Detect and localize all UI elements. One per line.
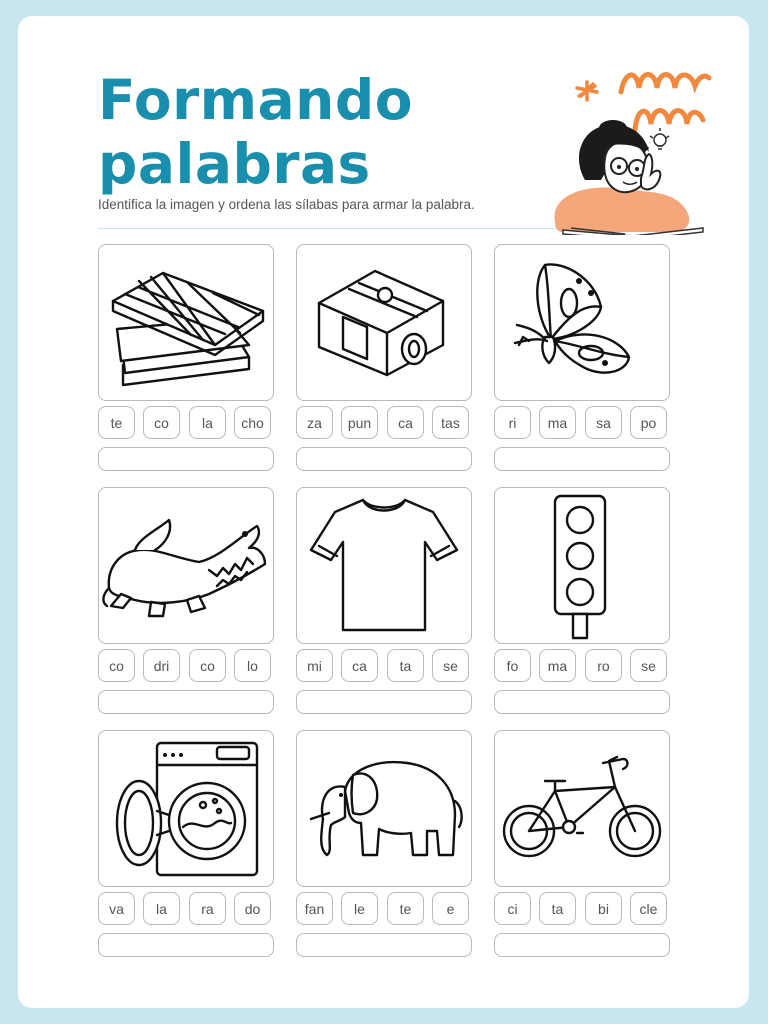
girl-reading-icon bbox=[533, 40, 733, 235]
syllable-chip[interactable]: co bbox=[143, 406, 180, 439]
worksheet-page bbox=[18, 16, 749, 1008]
answer-field[interactable] bbox=[98, 690, 274, 714]
word-card-8 bbox=[296, 730, 472, 950]
syllable-chip[interactable]: la bbox=[189, 406, 226, 439]
syllable-chip[interactable]: se bbox=[630, 649, 667, 682]
picture-frame bbox=[98, 487, 274, 644]
word-card-6 bbox=[494, 487, 670, 707]
syllable-chip[interactable]: ca bbox=[387, 406, 424, 439]
syllable-options bbox=[296, 649, 472, 683]
word-card-7 bbox=[98, 730, 274, 950]
syllable-chip[interactable]: ma bbox=[539, 406, 576, 439]
syllable-chip[interactable]: bi bbox=[585, 892, 622, 925]
syllable-chip[interactable]: la bbox=[143, 892, 180, 925]
word-card-9 bbox=[494, 730, 670, 950]
syllable-chip[interactable]: co bbox=[98, 649, 135, 682]
syllable-chip[interactable]: sa bbox=[585, 406, 622, 439]
syllable-chip[interactable]: ro bbox=[585, 649, 622, 682]
syllable-chip[interactable]: ta bbox=[539, 892, 576, 925]
syllable-chip[interactable]: do bbox=[234, 892, 271, 925]
syllable-chip[interactable]: ta bbox=[387, 649, 424, 682]
syllable-chip[interactable]: lo bbox=[234, 649, 271, 682]
syllable-options bbox=[296, 892, 472, 926]
pencil-sharpener-icon bbox=[297, 245, 471, 400]
syllable-chip[interactable]: e bbox=[432, 892, 469, 925]
title-line-1: Formando bbox=[98, 68, 413, 132]
answer-field[interactable] bbox=[296, 690, 472, 714]
picture-frame bbox=[98, 244, 274, 401]
syllable-options bbox=[494, 406, 670, 440]
washing-machine-icon bbox=[99, 731, 273, 886]
word-card-2 bbox=[296, 244, 472, 464]
answer-field[interactable] bbox=[98, 447, 274, 471]
syllable-options bbox=[98, 649, 274, 683]
syllable-chip[interactable]: po bbox=[630, 406, 667, 439]
syllable-options bbox=[494, 649, 670, 683]
answer-field[interactable] bbox=[296, 447, 472, 471]
syllable-chip[interactable]: mi bbox=[296, 649, 333, 682]
picture-frame bbox=[494, 487, 670, 644]
syllable-chip[interactable]: ca bbox=[341, 649, 378, 682]
picture-frame bbox=[98, 730, 274, 887]
answer-field[interactable] bbox=[494, 933, 670, 957]
syllable-chip[interactable]: ri bbox=[494, 406, 531, 439]
syllable-chip[interactable]: ra bbox=[189, 892, 226, 925]
answer-field[interactable] bbox=[296, 933, 472, 957]
instructions-text: Identifica la imagen y ordena las sílabas para armar la palabra. bbox=[98, 197, 475, 212]
traffic-light-icon bbox=[495, 488, 669, 643]
word-card-1 bbox=[98, 244, 274, 464]
picture-frame bbox=[296, 487, 472, 644]
answer-field[interactable] bbox=[98, 933, 274, 957]
word-card-5 bbox=[296, 487, 472, 707]
syllable-options bbox=[98, 406, 274, 440]
page-title bbox=[98, 68, 413, 196]
syllable-chip[interactable]: le bbox=[341, 892, 378, 925]
syllable-options bbox=[98, 892, 274, 926]
syllable-chip[interactable]: se bbox=[432, 649, 469, 682]
syllable-chip[interactable]: ma bbox=[539, 649, 576, 682]
syllable-chip[interactable]: cle bbox=[630, 892, 667, 925]
elephant-icon bbox=[297, 731, 471, 886]
word-card-4 bbox=[98, 487, 274, 707]
butterfly-icon bbox=[495, 245, 669, 400]
word-card-3 bbox=[494, 244, 670, 464]
t-shirt-icon bbox=[297, 488, 471, 643]
syllable-chip[interactable]: cho bbox=[234, 406, 271, 439]
syllable-chip[interactable]: fo bbox=[494, 649, 531, 682]
syllable-options bbox=[296, 406, 472, 440]
picture-frame bbox=[494, 730, 670, 887]
syllable-chip[interactable]: te bbox=[98, 406, 135, 439]
syllable-chip[interactable]: ci bbox=[494, 892, 531, 925]
syllable-chip[interactable]: va bbox=[98, 892, 135, 925]
chocolate-bar-icon bbox=[99, 245, 273, 400]
syllable-chip[interactable]: te bbox=[387, 892, 424, 925]
picture-frame bbox=[296, 244, 472, 401]
syllable-chip[interactable]: dri bbox=[143, 649, 180, 682]
crocodile-icon bbox=[99, 488, 273, 643]
picture-frame bbox=[494, 244, 670, 401]
syllable-chip[interactable]: co bbox=[189, 649, 226, 682]
syllable-chip[interactable]: fan bbox=[296, 892, 333, 925]
title-line-2: palabras bbox=[98, 132, 371, 196]
syllable-chip[interactable]: za bbox=[296, 406, 333, 439]
picture-frame bbox=[296, 730, 472, 887]
answer-field[interactable] bbox=[494, 690, 670, 714]
bicycle-icon bbox=[495, 731, 669, 886]
syllable-options bbox=[494, 892, 670, 926]
answer-field[interactable] bbox=[494, 447, 670, 471]
syllable-chip[interactable]: tas bbox=[432, 406, 469, 439]
syllable-chip[interactable]: pun bbox=[341, 406, 378, 439]
